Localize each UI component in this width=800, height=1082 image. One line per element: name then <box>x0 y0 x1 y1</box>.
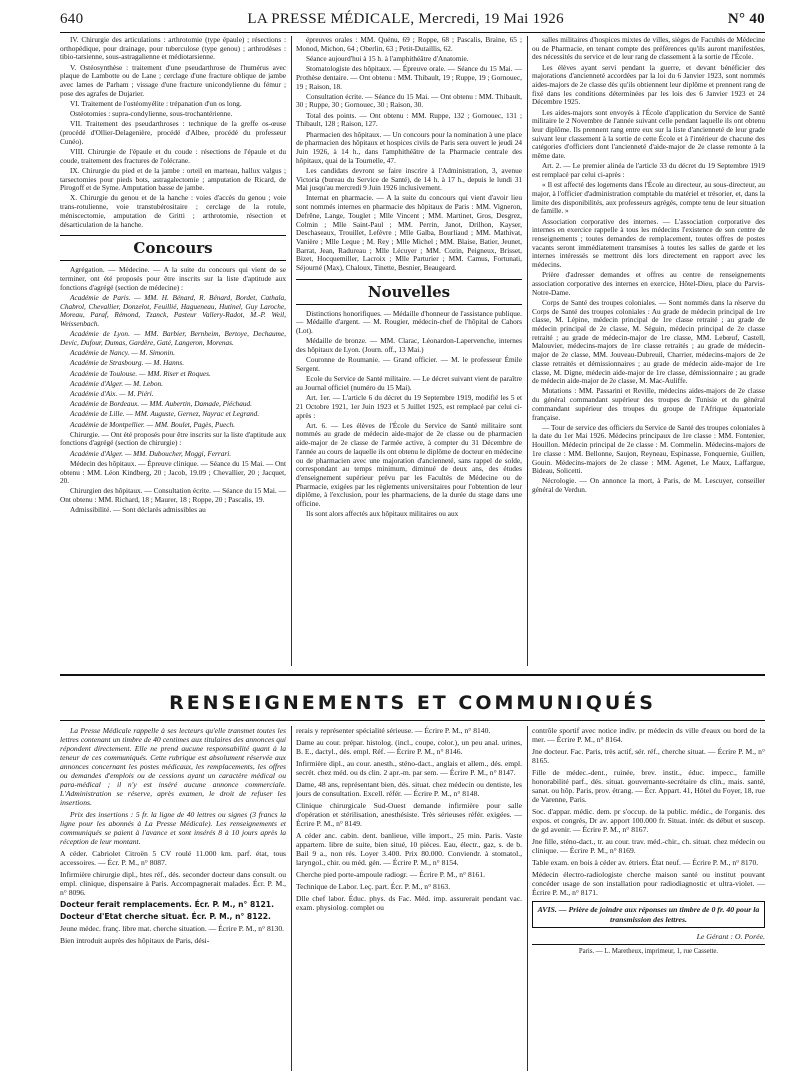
section-divider <box>60 674 765 676</box>
column-divider <box>291 726 292 1071</box>
paragraph: Distinctions honorifiques. — Médaille d'honneur de l'assistance publique. — Médaille d'argent. — M. Rougier, médecin-chef de l'hôpital de Cahors (Lot). <box>296 308 522 336</box>
issue-number: N° 40 <box>727 10 765 27</box>
paragraph: Académie d'Aix. — M. Piéri. <box>70 388 154 398</box>
page-header <box>60 6 765 33</box>
classified-ad: Dame au cour. prépar. histolog. (incl., coupe, color.), un peu anal. urines, B. E., dactyl., dés. empl. Réf. — Écrire P. M., n° 8146. <box>296 738 522 756</box>
paragraph: Académie de Nancy. — M. Simonin. <box>70 348 175 358</box>
classified-ad: Jne fille, sténo-dact., tr. au cour. trav. méd.-chir., ch. situat. chez médecin ou clinique. — Écrire P. M., n° 8169. <box>532 837 765 855</box>
paragraph: VII. Traitement des pseudarthroses : technique de la greffe os-œuse (procédé d'Ollier-Delagenière, procédé d'Albee, procédé du professeur Cunéo). <box>60 119 286 146</box>
classified-ad: rerais y représenter spécialité sérieuse. — Écrire P. M., n° 8140. <box>296 726 491 735</box>
paragraph: IV. Chirurgie des articulations : arthrotomie (type épaule) ; résections : orthopédique, pour drainage, pour tuberculose (type genou) ; arthrodèses : tibio-tarsienne, sous-astragalienne et médiotarsienne. <box>60 36 286 62</box>
paragraph: Couronne de Roumanie. — Grand officier. — M. le professeur Émile Sergent. <box>296 355 522 373</box>
classifieds-column-2 <box>296 726 522 1076</box>
paragraph: Les élèves ayant servi pendant la guerre, et devant bénéficier des majorations d'ancienneté accordées par la loi du 6 Janvier 1923, sont nommés aides-majors de 2e classe dès qu'ils obtiennent leur diplôme et prennent rang de fixé dans les conditions déterminées par les lois des 6 Janvier 1923 et 24 Décembre 1925. <box>532 62 765 107</box>
paragraph: VIII. Chirurgie de l'épaule et du coude : résections de l'épaule et du coude, traitement des fractures de l'olécrane. <box>60 146 286 165</box>
paragraph: Ecole du Service de Santé militaire. — Le décret suivant vient de paraître au Journal officiel (numéro du 15 Mai). <box>296 374 522 392</box>
notice-paragraph: Prix des insertions : 5 fr. la ligne de 40 lettres ou signes (3 francs la ligne pour les abonnés à La Presse Médicale). Les renseignements et communiqués se paient à l'avance et sont insérés 8 à 10 jours après la réception de leur montant. <box>60 810 286 846</box>
paragraph: Académie de Montpellier. — MM. Boulet, Pagès, Puech. <box>70 419 235 429</box>
paragraph: Internat en pharmacie. — A la suite du concours qui vient d'avoir lieu sont nommés internes en pharmacie des hôpitaux de Paris : MM. Vigneron, Defrêne, Lange, Touglet ; Mlle Vincent ; MM. Martinet, Gros, Desgrez, Colmin ; Mlle Saint-Paul ; MM. Perrin, Janot, Drilhon, Kayser, Deschaseaux, Trouillet, Lefèvre ; Mlle Galba, Bourliaud ; MM. Mathivat, Vanière ; Mlle Leque ; M. Rey ; Mlle Michel ; MM. Blaise, Batier, Jeunet, Barrat, Jean, Radureau ; Mlle Lécuyer ; MM. Cozin, Peigneux, Brisset, Bizet, Hocquemiller, Lacroix ; Mlle Parturier ; MM. Camus, Fortunati, Séjourné (Max), Chaloux, Tinette, Besnier, Beaugeard. <box>296 193 522 273</box>
classified-ad: A céder anc. cabin. dent. banlieue, ville import., 25 min. Paris. Vaste appartem. libre de suite, bien situé, 10 pièces. Eau, électr., gaz, s. de b. Bail 9 a., non rés. Loyer 3.400. Prix 80.000. Conviendr. à stomatol., laryngol., chir. ou méd. gén. — Écrire P. M., n° 8154. <box>296 831 522 867</box>
top-column-2 <box>296 36 522 666</box>
paragraph: Académie de Strasbourg. — M. Hanns. <box>70 358 185 368</box>
classified-ad: Jeune médec. franç. libre mat. cherche situation. — Écrire P. M., n° 8130. <box>60 924 285 933</box>
paragraph: Mutations : MM. Passarini et Reville, médecins aides-majors de 2e classe du général commandant supérieur des troupes de Tunisie et du général commandant supérieur des troupes du groupe de l'Afrique équatoriale française. <box>532 386 765 422</box>
renseignements-title: RENSEIGNEMENTS ET COMMUNIQUÉS <box>169 692 656 714</box>
paragraph: Art. 2. — Le premier alinéa de l'article 33 du décret du 19 Septembre 1919 est remplacé par celui ci-après : <box>532 161 765 180</box>
paragraph: V. Ostéosynthèse : traitement d'une pseudarthrose de l'humérus avec plaque de Lambotte ou de Lane ; cerclage d'une fracture oblique de jambe avec lames de Parham ; vissage d'une fracture unicondylienne du fémur ; pose des agrafes de Dujarier. <box>60 62 286 98</box>
classified-ad: Dlle chef labor. Éduc. phys. ds Fac. Méd. imp. assurerait pendant vac. exam. physiolog. complet ou <box>296 894 522 912</box>
journal-title: LA PRESSE MÉDICALE, Mercredi, 19 Mai 1926 <box>247 10 564 27</box>
paragraph: Académie de Lille. — MM. Auguste, Gernez, Nayrac et Legrand. <box>70 409 260 419</box>
paragraph: Prière d'adresser demandes et offres au centre de renseignements association corporative des internes en exercice, Hôtel-Dieu, place du Parvis-Notre-Dame. <box>532 270 765 297</box>
paragraph: Pharmacien des hôpitaux. — Un concours pour la nomination à une place de pharmacien des hôpitaux et hospices civils de Paris sera ouvert le jeudi 24 Juin 1926, à 14 h., dans l'amphithéâtre de la Pharmacie centrale des hôpitaux, quai de la Tournelle, 47. <box>296 129 522 165</box>
paragraph: « Il est affecté des logements dans l'École au directeur, au sous-directeur, au major, à l'officier d'administration comptable du matériel et trésorier, et, dans la limite des disponibilités, aux professeurs agrégés, compte tenu de leur situation de famille. » <box>532 180 765 216</box>
paragraph: VI. Traitement de l'ostéomyélite : trépanation d'un os long. <box>70 98 242 108</box>
paragraph: Académie d'Alger. — M. Lebon. <box>70 378 163 388</box>
column-divider <box>291 36 292 666</box>
column-divider <box>527 36 528 666</box>
classified-ad: Jne docteur. Fac. Paris, très actif, sér. réf., cherche situat. — Écrire P. M., n° 8165. <box>532 747 765 765</box>
classified-ad: Fille de médec.-dent., ruinée, brev. instit., éduc. impecc., famille honorabilité parf., dés. situat. gouvernante-secrétaire ds clin., mais. santé, sanat. ou hôp. Paris, prov. étrang. — Écr. Appart. 41, Hôtel du Foyer, 18, rue de Varenne, Paris. <box>532 768 765 804</box>
paragraph: Les candidats devront se faire inscrire à l'Administration, 3, avenue Victoria (bureau du Service de Santé), de 14 h. à 17 h., depuis le lundi 31 Mai jusqu'au mercredi 9 Juin 1926 inclusivement. <box>296 165 522 193</box>
paragraph: Association corporative des internes. — L'association corporative des internes en exercice rappelle à tous les médecins l'existence de son centre de renseignements ; toutes demandes de remplacement, toutes offres de postes vacants seront immédiatement transmises à toutes les salles de garde et les internes intéressés se mettront dès lors directement en rapport avec les médecins. <box>532 216 765 270</box>
classified-ad: Infirmière chirurgie dipl., htes réf., dés. seconder docteur dans consult. ou empl. clinique, dispensaire à Paris. Accompagnerait malades. Écr. P. M., n° 8096. <box>60 870 286 897</box>
paragraph: Agrégation. — Médecine. — A la suite du concours qui vient de se terminer, ont été proposés pour être inscrits sur la liste d'aptitude aux fonctions d'agrégé (section de médecine) : <box>60 265 286 292</box>
avis-box: AVIS. — Prière de joindre aux réponses un timbre de 0 fr. 40 pour la transmission des lettres. <box>532 901 765 928</box>
paragraph: Académie d'Alger. — MM. Duboucher, Moggi, Ferrari. <box>70 448 232 458</box>
section-title-concours: Concours <box>60 235 286 261</box>
classified-ad: Dame, 48 ans, représentant bien, dés. situat. chez médecin ou dentiste, les jours de consultation. Excell. référ. — Écrire P. M., n° 8148. <box>296 780 522 798</box>
classified-ad: Docteur d'Etat cherche situat. Écr. P. M., n° 8122. <box>60 912 271 921</box>
paragraph: Nécrologie. — On annonce la mort, à Paris, de M. Lescuyer, conseiller général de Verdun. <box>532 476 765 495</box>
page-number: 640 <box>60 10 84 27</box>
paragraph: X. Chirurgie du genou et de la hanche : voies d'accès du genou ; voie trans-rotulienne, voie transtubérositaire ; cerclage de la rotule, méniscectomie, amputation de Gritti ; arthrotomie, résection et désarticulation de la hanche. <box>60 193 286 229</box>
classified-ad: Clinique chirurgicale Sud-Ouest demande infirmière pour salle d'opération et stérilisation, anesthésiste. Très sérieuses référ. exigées. — Écrire P. M., n° 8149. <box>296 801 522 828</box>
paragraph: Académie de Toulouse. — MM. Riser et Roques. <box>70 368 211 378</box>
classified-ad: A céder. Cabriolet Citroën 5 CV roulé 11.000 km. parf. état, tous accessoires. — Écr. P. M., n° 8087. <box>60 849 286 867</box>
classified-ad: Table exam. en bois à céder av. étriers. État neuf. — Écrire P. M., n° 8170. <box>532 858 759 867</box>
top-column-3 <box>532 36 765 666</box>
paragraph: Stomatologiste des hôpitaux. — Épreuve orale. — Séance du 15 Mai. — Prothèse dentaire. — Ont obtenu : MM. Thibault, 19 ; Ruppe, 19 ; Gornouec, 19 ; Raison, 18. <box>296 64 522 91</box>
paragraph: Académie de Paris. — MM. H. Bénard, R. Bénard, Bordet, Cathala, Chabrol, Chevallier, Donzelot, Feuillié, Hagueneau, Hutinel, Guy Laroche, Moreau, Paraf, Rémond, Tzanck, Pasteur Vallery-Radot, M.-P. Weil, Weissenbach. <box>60 292 286 328</box>
classified-ad: Infirmière dipl., au cour. anesth., sténo-dact., anglais et allem., dés. empl. secrét. chez méd. ou ds clin. 2 apr.-m. par sem. — Écrire P. M., n° 8147. <box>296 759 522 777</box>
classified-ad: Docteur ferait remplacements. Écr. P. M., n° 8121. <box>60 900 274 909</box>
classified-ad: Soc. d'appar. médic. dem. pr s'occup. de la public. médic., de l'organis. des expos. et congrès, Dr av. apport 100.000 fr. Situat. intér. ds début et suscep. de gd avenir. — Écrire P. M., n° 8167. <box>532 807 765 834</box>
paragraph: épreuves orales : MM. Quénu, 69 ; Roppe, 68 ; Pascalis, Braine, 65 ; Monod, Michon, 64 ; Oberlin, 63 ; Petit-Dutaillis, 62. <box>296 36 522 53</box>
paragraph: IX. Chirurgie du pied et de la jambe : orteil en marteau, hallux valgus ; tarsectomies pour pieds bots, astragalectomie ; amputation de Ricard, de Pirogoff et de Syme. Amputation basse de jambe. <box>60 165 286 193</box>
classifieds-column-3 <box>532 726 765 1076</box>
paragraph: Académie de Lyon. — MM. Barbier, Bernheim, Bertoye, Dechaume, Devic, Dufour, Dumas, Gardère, Gaté, Langeron, Morenas. <box>60 329 286 347</box>
classified-ad: Médecin électro-radiologiste cherche maison santé ou institut pouvant concéder usage de son installation pour radiodiagnostic et ultra-violet. — Écrire P. M., n° 8171. <box>532 870 765 897</box>
paragraph: Médaille de bronze. — MM. Clarac, Léonardon-Lapervenche, internes des hôpitaux de Lyon. (Journ. off., 13 Mai.) <box>296 336 522 355</box>
classified-ad: contrôle sportif avec notice indiv. pr médecin ds ville d'eaux ou bord de la mer. — Écrire P. M., n° 8164. <box>532 726 765 744</box>
paragraph: Chirurgie. — Ont été proposés pour être inscrits sur la liste d'aptitude aux fonctions d'agrégé (section de chirurgie) : <box>60 429 286 448</box>
printer-line: Paris. — L. Maretheux, imprimeur, 1, rue Cassette. <box>532 944 765 956</box>
classified-ad: Bien introduit auprès des hôpitaux de Paris, dési- <box>60 936 210 945</box>
paragraph: Académie de Bordeaux. — MM. Aubertin, Damade, Piéchaud. <box>70 399 252 409</box>
paragraph: Consultation écrite. — Séance du 15 Mai. — Ont obtenu : MM. Thibault, 30 ; Ruppe, 30 ; Gornouec, 30 ; Raison, 30. <box>296 91 522 110</box>
paragraph: Corps de Santé des troupes coloniales. — Sont nommés dans la réserve du Corps de Santé des troupes coloniales : Au grade de médecin principal de 1re classe, M. Lépine, médecin principal de 1re classe retraité ; au grade de médecin principal de 2e classe, M. Séguin, médecin principal de 2e classe retraité ; au grade de médecin-major de 1re classe, MM. Lebœuf, Castell, Malouvier, médecins-majors de 1re classe retraités ; au grade de médecin-major de 2e classe, MM. Jouveau-Dubreuil, Charrier, médecins-majors de 2e classe retraités et démissionnaires ; au grade de médecin aide-major de 1re classe, M. Digne, médecin aide-major de 1re classe, démissionnaire ; au grade de médecin aide-major de 2e classe, M. Mac-Auliffe. <box>532 297 765 386</box>
paragraph: salles militaires d'hospices mixtes de villes, sièges de Facultés de Médecine ou de Pharmacie, en tenant compte des préférences qu'ils auront manifestées, des nécessités du service et de leur rang de classement à la sortie de l'École. <box>532 36 765 62</box>
paragraph: Art. 1er. — L'article 6 du décret du 19 Septembre 1919, modifié les 5 et 21 Octobre 1921, 1er Juin 1923 et 5 Juillet 1925, est remplacé par celui ci-après : <box>296 393 522 420</box>
gerant-signature: Le Gérant : O. Porée. <box>696 932 765 941</box>
top-column-1 <box>60 36 286 666</box>
paragraph: Les aides-majors sont envoyés à l'École d'application du Service de Santé militaire le 2 Novembre de l'année suivant celle pendant laquelle ils ont obtenu leur diplôme. Ils prennent rang entre eux sur la liste d'ancienneté de leur grade suivant leur classement à la sortie de cette École et à l'intérieur de chacune des catégories d'officiers dont l'ancienneté d'aide-major de 2e classe remonte à la même date. <box>532 107 765 161</box>
section-divider <box>60 720 765 721</box>
classified-ad: Cherche pied porte-ampoule radiogr. — Écrire P. M., n° 8161. <box>296 870 486 879</box>
paragraph: Admissibilité. — Sont déclarés admissibles au <box>70 505 206 515</box>
paragraph: Séance aujourd'hui à 15 h. à l'amphithéâtre d'Anatomie. <box>306 53 469 63</box>
classifieds-column-1 <box>60 726 286 1076</box>
section-title-nouvelles: Nouvelles <box>296 279 522 305</box>
paragraph: Total des points. — Ont obtenu : MM. Ruppe, 132 ; Gornouec, 131 ; Thibault, 128 ; Raison, 127. <box>296 110 522 129</box>
paragraph: Médecin des hôpitaux. — Épreuve clinique. — Séance du 15 Mai. — Ont obtenu : MM. Léon Kindberg, 20 ; Jacob, 19.09 ; Chevallier, 20 ; Jacquet, 20. <box>60 458 286 486</box>
paragraph: Chirurgien des hôpitaux. — Consultation écrite. — Séance du 15 Mai. — Ont obtenu : MM. Richard, 18 ; Maurer, 18 ; Roppe, 20 ; Pascalis, 19. <box>60 486 286 505</box>
paragraph: Ostéotomies : supra-condylienne, sous-trochantérienne. <box>70 109 233 119</box>
notice-paragraph: La Presse Médicale rappelle à ses lecteurs qu'elle transmet toutes les lettres contenant un timbre de 40 centimes aux titulaires des annonces qui répondent directement. Elle ne prend aucune responsabilité quant à la teneur de ces communiqués. Cette rubrique est absolument réservée aux annonces concernant les postes médicaux, les remplacements, les offres ou demandes d'emplois ou de cessions ayant un caractère médical ou para-médical ; il n'y est inséré aucune annonce commerciale. L'Administration se réserve, après examen, le droit de refuser les insertions. <box>60 726 286 807</box>
paragraph: — Tour de service des officiers du Service de Santé des troupes coloniales à la date du 1er Mai 1926. Médecins principaux de 1re classe : MM. Fontenier, Houillon. Médecin principal de 2e classe : M. Commelin. Médecins-majors de 1re classe : MM. Bellonne, Saujon, Reyneau, Espinasse, Fonquernie, Guillen, Gouin. Médecins-majors de 2e classe : MM. Agenet, Le Maux, Laffargue, Bideau, Solicetti. <box>532 422 765 476</box>
paragraph: Art. 6. — Les élèves de l'École du Service de Santé militaire sont nommés au grade de médecin aide-major de 2e classe ou de pharmacien aide-major de 2e classe de l'armée active, à compter du 31 Décembre de l'année au cours de laquelle ils ont obtenu le diplôme de docteur en médecine ou de pharmacien avec une majoration d'ancienneté, sans rappel de solde, correspondant au temps minimum, diminué de deux ans, des études d'enseignement supérieur prévu par les Facultés de Médecine ou de Pharmacie, exigées par les règlements universitaires pour l'obtention de leur diplôme, à l'exclusion, pour les pharmaciens, de la durée du stage dans une officine. <box>296 420 522 509</box>
column-divider <box>527 726 528 1071</box>
paragraph: Ils sont alors affectés aux hôpitaux militaires ou aux <box>306 509 459 519</box>
classified-ad: Technique de Labor. Leç. part. Écr. P. M., n° 8163. <box>296 882 451 891</box>
